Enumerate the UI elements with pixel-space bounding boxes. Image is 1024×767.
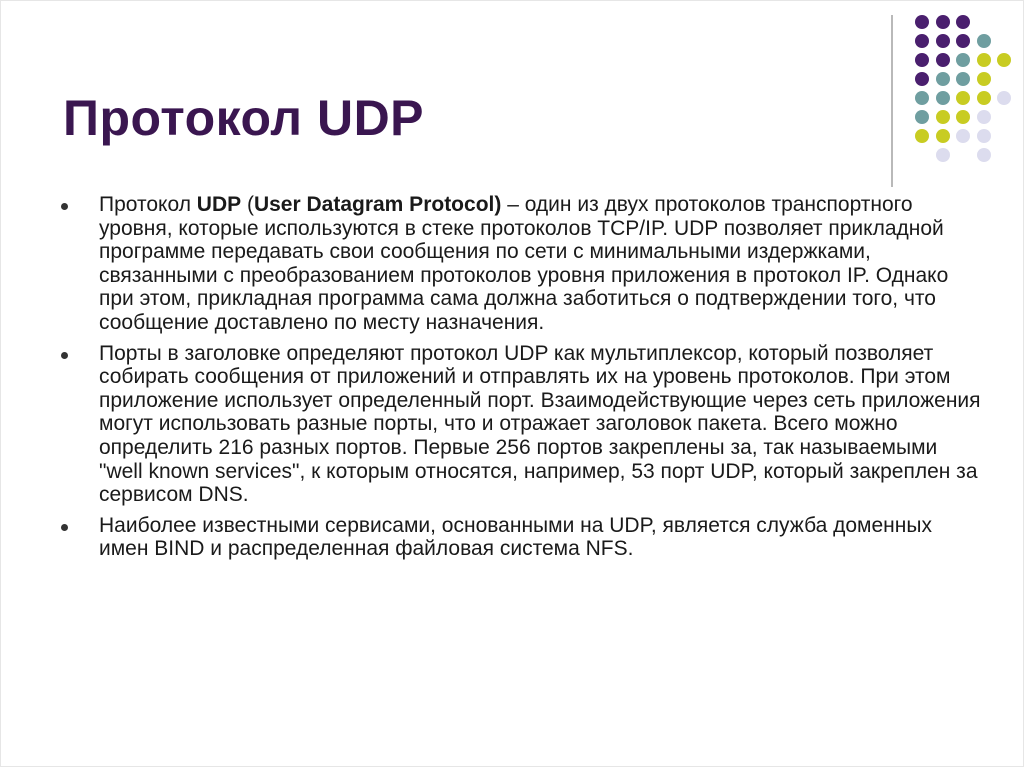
decorative-dot [997, 91, 1011, 105]
decorative-divider-line [891, 15, 893, 187]
decorative-dot [936, 72, 950, 86]
bullet-item-1 [61, 193, 981, 335]
decorative-dot [977, 72, 991, 86]
text-segment: ( [241, 193, 254, 216]
text-segment: – один из двух протоколов транспортного уровня, которые используются в стеке протоколов TCP/IP. UDP позволяет прикладной программе передавать свои сообщения по сети с минимальными издержками, связанными с преобразованием протоколов уровня приложения в протокол IP. Однако при этом, прикладная программа сама должна заботиться о подтверждении того, что сообщение доставлено по месту назначения. [99, 193, 949, 334]
text-segment-bold: User Datagram Protocol) [253, 193, 502, 216]
decorative-dot [997, 53, 1011, 67]
decorative-dot [977, 148, 991, 162]
decorative-dot [977, 91, 991, 105]
decorative-dot [936, 15, 950, 29]
decorative-dot [936, 53, 950, 67]
decorative-dot [936, 148, 950, 162]
decorative-dot [956, 53, 970, 67]
decorative-dot [977, 129, 991, 143]
decorative-dot [936, 91, 950, 105]
bullet-dot-icon [61, 203, 68, 210]
decorative-dot [915, 129, 929, 143]
bullet-dot-icon [61, 524, 68, 531]
decorative-dot [977, 53, 991, 67]
bullet-text-1 [99, 193, 948, 334]
slide-title: Протокол UDP [63, 90, 425, 146]
decorative-dot [956, 72, 970, 86]
decorative-dot [936, 129, 950, 143]
decorative-dot [956, 34, 970, 48]
decorative-dot [956, 129, 970, 143]
decorative-dot [956, 110, 970, 124]
decorative-dot [977, 110, 991, 124]
decorative-dot [956, 91, 970, 105]
bullet-item-2 [61, 342, 981, 507]
bullet-item-3 [61, 514, 981, 561]
decorative-dot [915, 91, 929, 105]
bullet-text-3: Наиболее известными сервисами, основанными на UDP, является служба доменных имен BIND и распределенная файловая система NFS. [99, 513, 932, 561]
bullet-list [61, 193, 981, 568]
decorative-dot [936, 110, 950, 124]
decorative-dot [915, 34, 929, 48]
text-segment-bold: UDP [196, 193, 242, 216]
text-segment: Протокол [99, 193, 197, 216]
decorative-dot [915, 72, 929, 86]
decorative-dot [915, 110, 929, 124]
bullet-dot-icon [61, 352, 68, 359]
decorative-dot [977, 34, 991, 48]
bullet-text-2: Порты в заголовке определяют протокол UDP как мультиплексор, который позволяет собирать сообщения от приложений и отправлять их на уровень протоколов. При этом приложение использует определенный порт. Взаимодействующие через сеть приложения могут использовать разные порты, что и отражает заголовок пакета. Всего можно определить 216 разных портов. Первые 256 портов закреплены за, так называемыми "well known services", к которым относятся, например, 53 порт UDP, который закреплен за сервисом DNS. [99, 341, 981, 507]
decorative-dot [956, 15, 970, 29]
decorative-dot [915, 53, 929, 67]
decorative-dot [915, 15, 929, 29]
decorative-dot [936, 34, 950, 48]
